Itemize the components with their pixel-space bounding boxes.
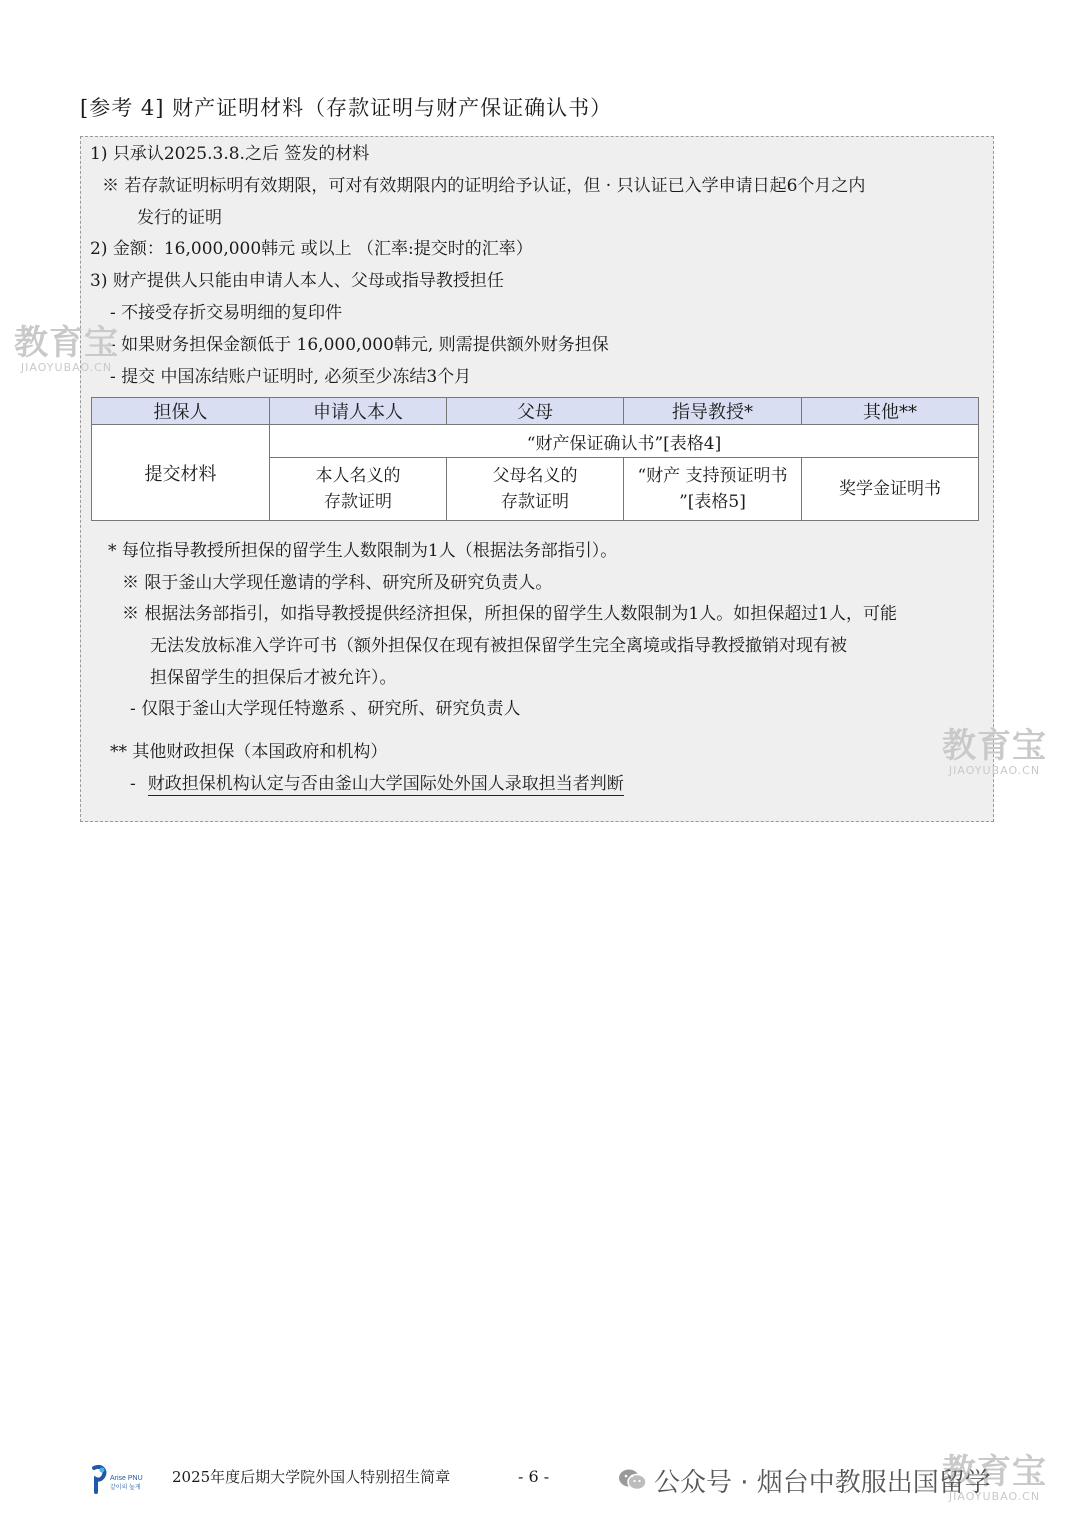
note-frozen: - 提交 中国冻结账户证明时, 必须至少冻结3个月 <box>110 367 472 387</box>
header-applicant: 申请人本人 <box>270 398 447 425</box>
cell-other-doc: 奖学金证明书 <box>802 458 979 521</box>
cell-confirmation-form: “财产保证确认书”[表格4] <box>270 425 979 458</box>
header-professor: 指导教授* <box>624 398 802 425</box>
footnote-professor: * 每位指导教授所担保的留学生人数限制为1人（根据法务部指引）。 <box>108 541 618 561</box>
svg-text:Arise PNU: Arise PNU <box>110 1475 143 1482</box>
footnote-law-cont2: 担保留学生的担保后才被允许）。 <box>150 668 397 688</box>
rule-date: 1) 只承认2025.3.8.之后 签发的材料 <box>90 144 370 164</box>
cell-applicant-doc: 本人名义的 存款证明 <box>270 458 447 521</box>
footnote-other: ** 其他财政担保（本国政府和机构） <box>110 742 388 762</box>
header-parents: 父母 <box>447 398 624 425</box>
note-additional: - 如果财务担保金额低于 16,000,000韩元, 则需提供额外财务担保 <box>110 335 609 355</box>
page-number: - 6 - <box>518 1467 550 1486</box>
header-other: 其他** <box>802 398 979 425</box>
watermark: 教育宝 JIAOYUBAO.CN <box>942 1452 1047 1503</box>
footnote-restrict: - 仅限于釜山大学现任特邀系 、研究所、研究负责人 <box>130 699 521 719</box>
cell-professor-doc: “财产 支持预证明书 ”[表格5] <box>624 458 802 521</box>
university-logo <box>90 1464 150 1494</box>
svg-text:같이의 높게: 같이의 높게 <box>110 1485 141 1491</box>
footnote-law: ※ 根据法务部指引，如指导教授提供经济担保，所担保的留学生人数限制为1人。如担保超过1人，可能 <box>122 604 898 624</box>
rule-amount: 2) 金额：16,000,000韩元 或以上 （汇率:提交时的汇率） <box>90 239 533 259</box>
footer-doc-title: 2025年度后期大学院外国人特别招生简章 <box>172 1468 451 1486</box>
header-guarantor: 担保人 <box>92 398 270 425</box>
note-validity: ※ 若存款证明标明有效期限，可对有效期限内的证明给予认证，但 · 只认证已入学申请日起6个月之内 <box>102 176 866 196</box>
guarantor-table <box>91 397 979 521</box>
page-title: [参考 4] 财产证明材料（存款证明与财产保证确认书） <box>80 96 613 120</box>
watermark: 教育宝 JIAOYUBAO.CN <box>942 726 1047 777</box>
wechat-account: 公众号 · 烟台中教服出国留学 <box>618 1462 991 1500</box>
row-label-materials: 提交材料 <box>92 425 270 521</box>
footnote-other-detail: - 财政担保机构认定与否由釜山大学国际处外国人录取担当者判断 <box>130 774 624 794</box>
note-passbook: - 不接受存折交易明细的复印件 <box>110 303 343 323</box>
watermark: 教育宝 JIAOYUBAO.CN <box>14 323 119 374</box>
footnote-law-cont1: 无法发放标准入学许可书（额外担保仅在现有被担保留学生完全离境或指导教授撤销对现有被 <box>150 636 847 656</box>
rule-provider: 3) 财产提供人只能由申请人本人、父母或指导教授担任 <box>90 271 504 291</box>
wechat-icon <box>618 1467 648 1500</box>
cell-parents-doc: 父母名义的 存款证明 <box>447 458 624 521</box>
footnote-limit: ※ 限于釜山大学现任邀请的学科、研究所及研究负责人。 <box>122 573 553 593</box>
note-validity-cont: 发行的证明 <box>137 208 222 228</box>
